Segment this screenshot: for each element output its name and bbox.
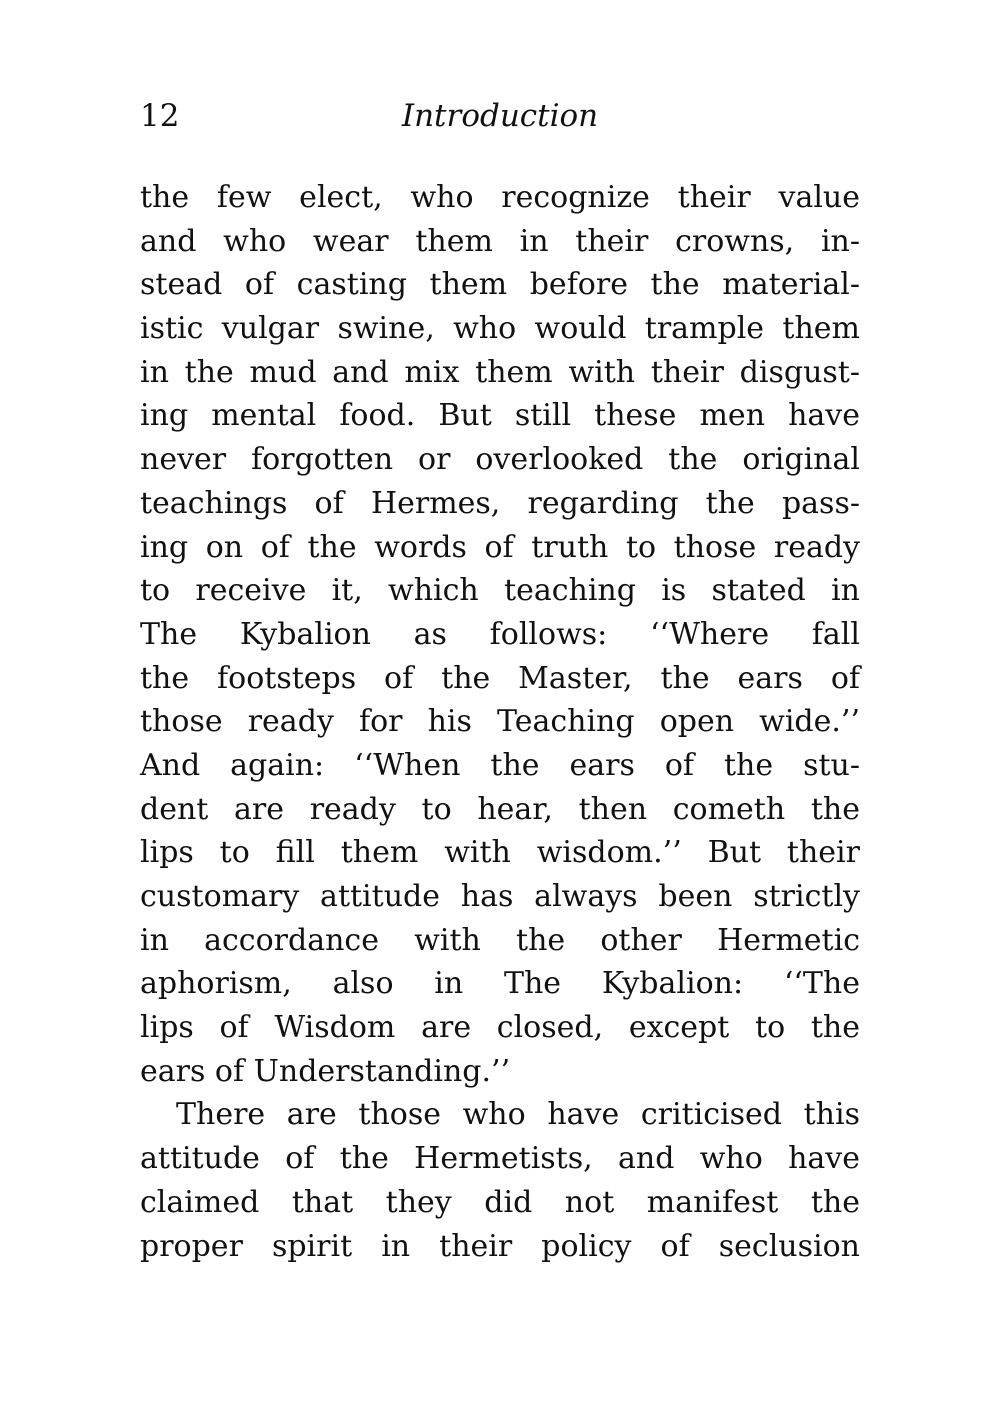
text-line: lips of Wisdom are closed, except to the	[140, 1010, 860, 1046]
text-line: teachings of Hermes, regarding the pass-	[140, 485, 860, 521]
paragraph-1	[140, 176, 860, 1093]
text-line: There are those who have criticised this	[176, 1097, 860, 1133]
body-text	[140, 176, 860, 1268]
text-line: never forgotten or overlooked the original	[140, 442, 860, 478]
text-line: those ready for his Teaching open wide.’’	[140, 704, 860, 740]
running-title: Introduction	[401, 98, 599, 134]
text-line: the footsteps of the Master, the ears of	[140, 660, 860, 696]
text-line: the few elect, who recognize their value	[140, 180, 860, 215]
text-line: ing on of the words of truth to those ready	[140, 529, 860, 565]
page-number: 12	[140, 98, 180, 134]
text-line: attitude of the Hermetists, and who have	[140, 1141, 860, 1177]
text-line: The Kybalion as follows: ‘‘Where fall	[140, 616, 860, 652]
running-head	[140, 94, 860, 138]
text-line: ing mental food. But still these men have	[140, 398, 860, 434]
text-line: lips to fill them with wisdom.’’ But their	[140, 835, 860, 871]
text-line: ears of Understanding.’’	[140, 1053, 511, 1089]
text-line: dent are ready to hear, then cometh the	[140, 791, 860, 827]
paragraph-2	[140, 1093, 860, 1268]
text-line: to receive it, which teaching is stated in	[140, 573, 860, 609]
text-line: customary attitude has always been strictly	[140, 879, 860, 914]
text-line: proper spirit in their policy of seclusion	[140, 1228, 860, 1264]
text-line: claimed that they did not manifest the	[140, 1184, 860, 1220]
text-line: in accordance with the other Hermetic	[140, 922, 860, 958]
text-line: And again: ‘‘When the ears of the stu-	[140, 747, 860, 783]
text-line: and who wear them in their crowns, in-	[140, 223, 860, 259]
text-line: in the mud and mix them with their disgust-	[140, 354, 860, 390]
text-line: istic vulgar swine, who would trample them	[140, 311, 860, 347]
text-line: aphorism, also in The Kybalion: ‘‘The	[140, 966, 860, 1002]
text-line: stead of casting them before the material-	[140, 267, 860, 303]
